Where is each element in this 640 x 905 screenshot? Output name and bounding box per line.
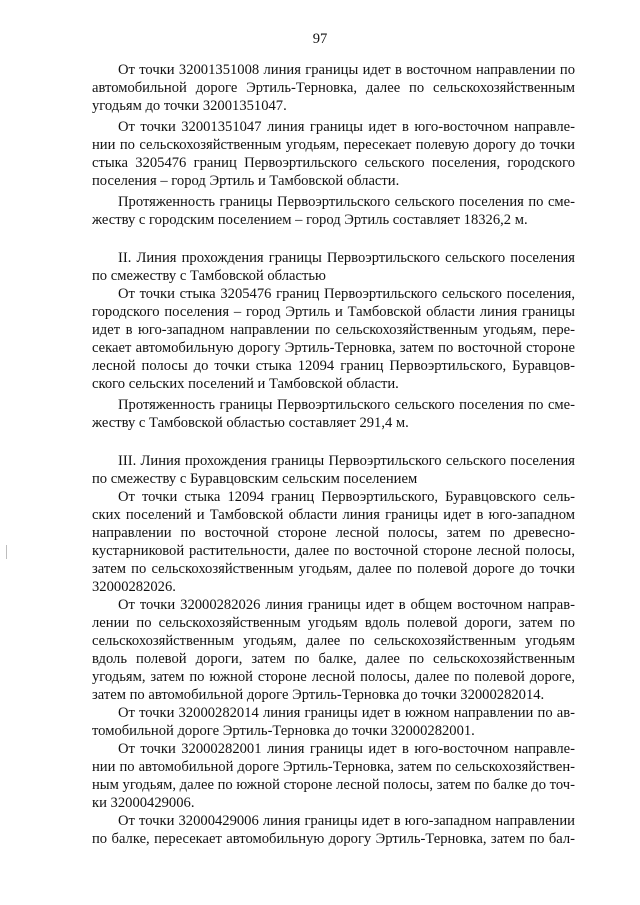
text-line: жеству с городским поселением – город Эртиль составляет 18326,2 м. (92, 212, 528, 228)
text-line: сельскохозяйственным угодьям, далее по сельскохозяйственным угодьям (92, 633, 575, 649)
text-line: От точки 32000282026 линия границы идет в общем восточном направ- (118, 597, 575, 613)
text-line: ского сельских поселений и Тамбовской области. (92, 376, 399, 392)
text-line: Протяженность границы Первоэртильского сельского поселения по сме- (118, 194, 575, 210)
text-line: От точки 32001351008 линия границы идет в восточном направлении по (118, 62, 575, 78)
text-line: городского поселения – город Эртиль и Тамбовской области линия границы (92, 304, 575, 320)
text-line: От точки 32001351047 линия границы идет в юго-восточном направле- (118, 119, 575, 135)
text-line: затем по автомобильной дороге Эртиль-Терновка до точки 32000282014. (92, 687, 545, 703)
text-line: затем по сельскохозяйственным угодьям, далее по полевой дороге до точки (92, 561, 575, 577)
text-line: по смежеству с Буравцовским сельским поселением (92, 471, 418, 487)
text-line: томобильной дороге Эртиль-Терновка до точки 32000282001. (92, 723, 475, 739)
text-line: нии по автомобильной дороге Эртиль-Терновка, затем по сельскохозяйствен- (92, 759, 575, 775)
text-line: лении по сельскохозяйственным угодьям вдоль полевой дороги, затем по (92, 615, 575, 631)
text-line: угодьям, затем по южной стороне лесной полосы, далее по полевой дороге, (92, 669, 575, 685)
text-line: От точки 32000429006 линия границы идет в юго-западном направлении (118, 813, 575, 829)
text-line: жеству с Тамбовской областью составляет 291,4 м. (92, 415, 409, 431)
text-line: автомобильной дороге Эртиль-Терновка, далее по сельскохозяйственным (92, 80, 575, 96)
text-line: угодьям до точки 32001351047. (92, 98, 287, 114)
text-line: направлении по восточной стороне лесной полосы, затем по древесно- (92, 525, 575, 541)
text-line: по балке, пересекает автомобильную дорогу Эртиль-Терновка, затем по бал- (92, 831, 575, 847)
text-line: От точки 32000282014 линия границы идет в южном направлении по ав- (118, 705, 575, 721)
text-line: III. Линия прохождения границы Первоэртильского сельского поселения (118, 453, 575, 469)
page-number: 97 (312, 31, 328, 47)
text-line: От точки 32000282001 линия границы идет в юго-восточном направле- (118, 741, 575, 757)
text-line: ным угодьям, далее по южной стороне лесной полосы, затем по балке до точ- (92, 777, 575, 793)
text-line: От точки стыка 12094 границ Первоэртильского, Буравцовского сель- (118, 489, 575, 505)
text-line: стыка 3205476 границ Первоэртильского сельского поселения, городского (92, 155, 575, 171)
text-line: II. Линия прохождения границы Первоэртильского сельского поселения (118, 250, 575, 266)
text-line: нии по сельскохозяйственным угодьям, пересекает полевую дорогу до точки (92, 137, 575, 153)
text-line: Протяженность границы Первоэртильского сельского поселения по сме- (118, 397, 575, 413)
text-line: лесной полосы до точки стыка 12094 границ Первоэртильского, Буравцов- (92, 358, 575, 374)
text-line: по смежеству с Тамбовской областью (92, 268, 326, 284)
text-line: вдоль полевой дороги, затем по балке, далее по сельскохозяйственным (92, 651, 575, 667)
text-line: кустарниковой растительности, далее по восточной стороне лесной полосы, (92, 543, 575, 559)
text-line: идет в юго-западном направлении по сельскохозяйственным угодьям, пере- (92, 322, 575, 338)
text-line: ки 32000429006. (92, 795, 195, 811)
text-line: От точки стыка 3205476 границ Первоэртильского сельского поселения, (118, 286, 575, 302)
text-line: секает автомобильную дорогу Эртиль-Терновка, затем по восточной стороне (92, 340, 575, 356)
text-line: ских поселений и Тамбовской области линия границы идет в юго-западном (92, 507, 575, 523)
text-line: поселения – город Эртиль и Тамбовской области. (92, 173, 400, 189)
text-line: 32000282026. (92, 579, 176, 595)
margin-mark (6, 545, 7, 559)
